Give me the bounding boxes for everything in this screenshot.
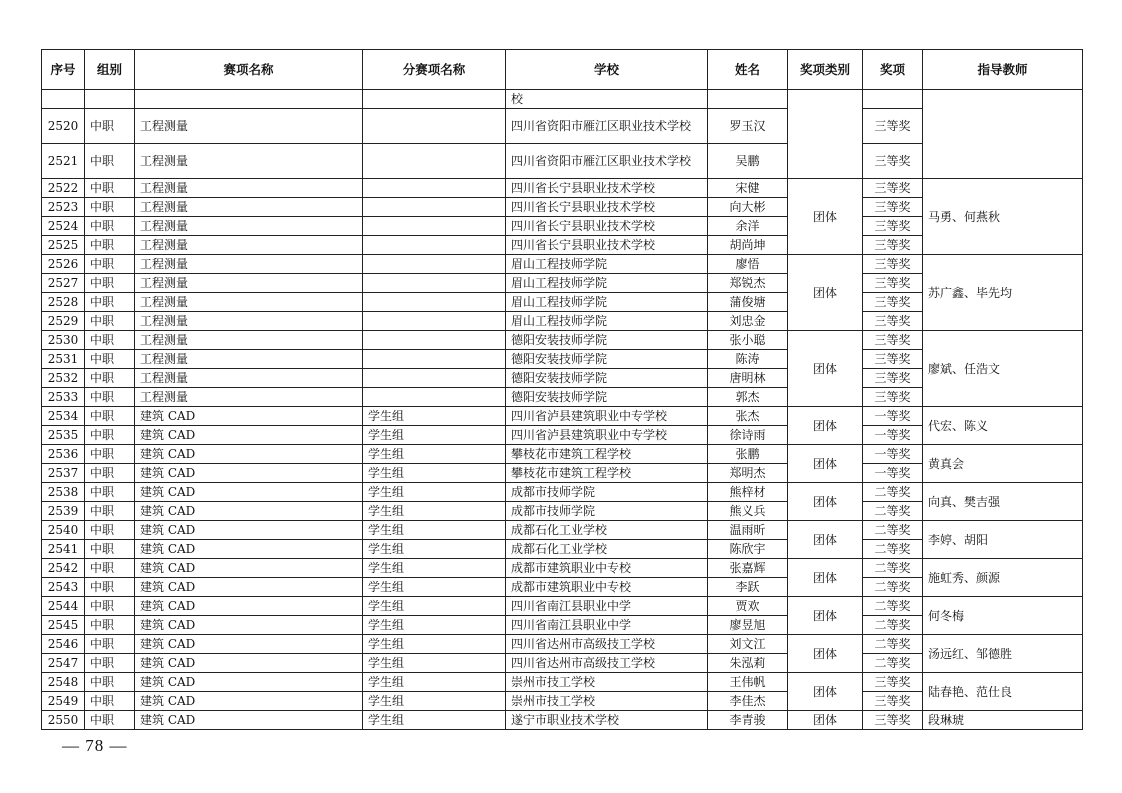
cell-instructor: 代宏、陈义 — [923, 407, 1083, 445]
cell-name: 徐诗雨 — [708, 426, 788, 445]
cell-event-name: 建筑 CAD — [135, 483, 363, 502]
cell-serial-no: 2520 — [42, 109, 85, 144]
cell-group: 中职 — [85, 179, 135, 198]
cell-event-name: 工程测量 — [135, 369, 363, 388]
cell-group: 中职 — [85, 198, 135, 217]
header-award-category: 奖项类别 — [788, 50, 863, 90]
cell-name: 熊梓材 — [708, 483, 788, 502]
cell-award-category — [788, 90, 863, 179]
cell-school: 崇州市技工学校 — [506, 673, 708, 692]
cell-event-name: 工程测量 — [135, 350, 363, 369]
cell-event-name: 工程测量 — [135, 179, 363, 198]
cell-award-category: 团体 — [788, 559, 863, 597]
cell-school: 四川省资阳市雁江区职业技术学校 — [506, 109, 708, 144]
cell-school: 崇州市技工学校 — [506, 692, 708, 711]
cell-name: 廖昱旭 — [708, 616, 788, 635]
cell-group: 中职 — [85, 293, 135, 312]
cell-event — [135, 90, 363, 109]
cell-sub-event-name: 学生组 — [363, 407, 506, 426]
cell-group: 中职 — [85, 578, 135, 597]
cell-award: 二等奖 — [863, 635, 923, 654]
cell-award: 二等奖 — [863, 616, 923, 635]
cell-award-category: 团体 — [788, 179, 863, 255]
header-school: 学校 — [506, 50, 708, 90]
cell-sub-event-name — [363, 217, 506, 236]
cell-award: 二等奖 — [863, 540, 923, 559]
cell-serial-no: 2548 — [42, 673, 85, 692]
cell-serial-no: 2532 — [42, 369, 85, 388]
cell-school: 德阳安装技师学院 — [506, 388, 708, 407]
cell-name: 熊义兵 — [708, 502, 788, 521]
cell-event-name: 建筑 CAD — [135, 692, 363, 711]
cell-instructor — [923, 90, 1083, 179]
cell-group: 中职 — [85, 540, 135, 559]
cell-award-category: 团体 — [788, 673, 863, 711]
cell-award: 二等奖 — [863, 597, 923, 616]
cell-serial-no: 2546 — [42, 635, 85, 654]
cell-sub-event-name — [363, 255, 506, 274]
cell-event-name: 工程测量 — [135, 388, 363, 407]
cell-instructor: 施虹秀、颜源 — [923, 559, 1083, 597]
cell-award: 二等奖 — [863, 521, 923, 540]
cell-school: 眉山工程技师学院 — [506, 293, 708, 312]
cell-sub-event-name: 学生组 — [363, 464, 506, 483]
cell-event-name: 工程测量 — [135, 274, 363, 293]
cell-serial-no: 2529 — [42, 312, 85, 331]
cell-sub-event-name — [363, 179, 506, 198]
cell-award: 三等奖 — [863, 673, 923, 692]
cell-sub-event-name — [363, 331, 506, 350]
cell-sub-event-name — [363, 350, 506, 369]
cell-instructor: 何冬梅 — [923, 597, 1083, 635]
cell-school: 四川省资阳市雁江区职业技术学校 — [506, 144, 708, 179]
cell-name: 廖悟 — [708, 255, 788, 274]
cell-award: 二等奖 — [863, 654, 923, 673]
cell-group: 中职 — [85, 616, 135, 635]
cell-serial-no: 2525 — [42, 236, 85, 255]
cell-instructor: 段琳琥 — [923, 711, 1083, 730]
cell-group: 中职 — [85, 559, 135, 578]
cell-sub-event-name: 学生组 — [363, 540, 506, 559]
cell-event-name: 建筑 CAD — [135, 521, 363, 540]
table-row — [42, 407, 1083, 426]
cell-group: 中职 — [85, 692, 135, 711]
cell-group: 中职 — [85, 521, 135, 540]
cell-serial-no: 2542 — [42, 559, 85, 578]
table-row — [42, 711, 1083, 730]
cell-school: 成都市技师学院 — [506, 502, 708, 521]
cell-event-name: 建筑 CAD — [135, 711, 363, 730]
cell-name: 郑明杰 — [708, 464, 788, 483]
cell-serial-no: 2540 — [42, 521, 85, 540]
cell-event-name: 工程测量 — [135, 255, 363, 274]
cell-group: 中职 — [85, 597, 135, 616]
cell-event-name: 建筑 CAD — [135, 616, 363, 635]
cell-award: 二等奖 — [863, 559, 923, 578]
cell-sub-event-name — [363, 274, 506, 293]
cell-sub-event-name — [363, 109, 506, 144]
cell-serial-no: 2524 — [42, 217, 85, 236]
cell-name: 李青骏 — [708, 711, 788, 730]
cell-serial-no: 2543 — [42, 578, 85, 597]
cell-school: 四川省南江县职业中学 — [506, 597, 708, 616]
cell-school: 四川省长宁县职业技术学校 — [506, 179, 708, 198]
cell-school: 攀枝花市建筑工程学校 — [506, 464, 708, 483]
cell-award-category: 团体 — [788, 445, 863, 483]
header-event-name: 赛项名称 — [135, 50, 363, 90]
cell-school: 遂宁市职业技术学校 — [506, 711, 708, 730]
cell-award: 三等奖 — [863, 293, 923, 312]
cell-sub-event-name — [363, 198, 506, 217]
cell-group: 中职 — [85, 109, 135, 144]
cell-school: 眉山工程技师学院 — [506, 255, 708, 274]
cell-name: 张鹏 — [708, 445, 788, 464]
cell-name: 温雨昕 — [708, 521, 788, 540]
cell-event-name: 建筑 CAD — [135, 426, 363, 445]
cell-award: 三等奖 — [863, 144, 923, 179]
cell-name: 罗玉汉 — [708, 109, 788, 144]
cell-group: 中职 — [85, 502, 135, 521]
cell-sub-event-name: 学生组 — [363, 578, 506, 597]
cell-event-name: 建筑 CAD — [135, 654, 363, 673]
table-row — [42, 635, 1083, 654]
cell-award-category: 团体 — [788, 483, 863, 521]
cell-award: 三等奖 — [863, 109, 923, 144]
cell-event-name: 工程测量 — [135, 144, 363, 179]
cell-award: 三等奖 — [863, 179, 923, 198]
cell-name: 吴鹏 — [708, 144, 788, 179]
cell-instructor: 向真、樊吉强 — [923, 483, 1083, 521]
cell-instructor: 黄真会 — [923, 445, 1083, 483]
cell-school: 四川省达州市高级技工学校 — [506, 635, 708, 654]
cell-school: 成都市建筑职业中专校 — [506, 559, 708, 578]
cell-award: 三等奖 — [863, 331, 923, 350]
table-row — [42, 483, 1083, 502]
table-body — [42, 90, 1083, 730]
cell-serial-no: 2533 — [42, 388, 85, 407]
cell-school: 四川省长宁县职业技术学校 — [506, 217, 708, 236]
cell-name: 刘忠金 — [708, 312, 788, 331]
cell-group: 中职 — [85, 217, 135, 236]
cell-award: 一等奖 — [863, 445, 923, 464]
cell-award: 三等奖 — [863, 692, 923, 711]
cell-award-category: 团体 — [788, 635, 863, 673]
cell-group: 中职 — [85, 144, 135, 179]
cell-school: 四川省长宁县职业技术学校 — [506, 236, 708, 255]
cell-award — [863, 90, 923, 109]
cell-serial-no: 2537 — [42, 464, 85, 483]
cell-name: 朱泓莉 — [708, 654, 788, 673]
cell-group: 中职 — [85, 236, 135, 255]
header-group: 组别 — [85, 50, 135, 90]
header-serial-no: 序号 — [42, 50, 85, 90]
cell-award-category: 团体 — [788, 597, 863, 635]
cell-sub-event-name: 学生组 — [363, 711, 506, 730]
cell-sub-event — [363, 90, 506, 109]
cell-sub-event-name — [363, 293, 506, 312]
header-instructor: 指导教师 — [923, 50, 1083, 90]
cell-school: 德阳安装技师学院 — [506, 369, 708, 388]
cell-award: 三等奖 — [863, 255, 923, 274]
cell-award: 一等奖 — [863, 407, 923, 426]
cell-school: 四川省南江县职业中学 — [506, 616, 708, 635]
cell-instructor: 苏广鑫、毕先均 — [923, 255, 1083, 331]
cell-name: 李跃 — [708, 578, 788, 597]
cell-serial-no: 2528 — [42, 293, 85, 312]
cell-sub-event-name: 学生组 — [363, 445, 506, 464]
cell-group: 中职 — [85, 312, 135, 331]
cell-sub-event-name: 学生组 — [363, 692, 506, 711]
cell-sub-event-name: 学生组 — [363, 616, 506, 635]
cell-group: 中职 — [85, 464, 135, 483]
cell-event-name: 建筑 CAD — [135, 559, 363, 578]
cell-group: 中职 — [85, 635, 135, 654]
cell-serial-no: 2534 — [42, 407, 85, 426]
cell-instructor: 廖斌、任浩文 — [923, 331, 1083, 407]
cell-group: 中职 — [85, 274, 135, 293]
table-row — [42, 331, 1083, 350]
cell-name: 贾欢 — [708, 597, 788, 616]
cell-award-category: 团体 — [788, 711, 863, 730]
cell-sub-event-name — [363, 312, 506, 331]
table-row — [42, 445, 1083, 464]
cell-sub-event-name: 学生组 — [363, 521, 506, 540]
cell-award-category: 团体 — [788, 521, 863, 559]
cell-award: 三等奖 — [863, 217, 923, 236]
cell-event-name: 工程测量 — [135, 331, 363, 350]
cell-school: 校 — [506, 90, 708, 109]
award-results-table — [41, 49, 1083, 730]
cell-group: 中职 — [85, 445, 135, 464]
cell-instructor: 汤远红、邹德胜 — [923, 635, 1083, 673]
cell-serial-no: 2530 — [42, 331, 85, 350]
cell-group: 中职 — [85, 673, 135, 692]
cell-award: 三等奖 — [863, 350, 923, 369]
cell-event-name: 工程测量 — [135, 217, 363, 236]
cell-school: 攀枝花市建筑工程学校 — [506, 445, 708, 464]
cell-name: 唐明林 — [708, 369, 788, 388]
cell-award: 二等奖 — [863, 502, 923, 521]
cell-serial-no: 2531 — [42, 350, 85, 369]
cell-group: 中职 — [85, 388, 135, 407]
page-number: — 78 — — [62, 736, 128, 755]
table-row — [42, 597, 1083, 616]
header-row — [42, 50, 1083, 90]
cell-award: 三等奖 — [863, 369, 923, 388]
cell-name: 蒲俊塘 — [708, 293, 788, 312]
cell-award: 三等奖 — [863, 198, 923, 217]
cell-event-name: 建筑 CAD — [135, 407, 363, 426]
header-name: 姓名 — [708, 50, 788, 90]
cell-serial-no: 2522 — [42, 179, 85, 198]
cell-sub-event-name — [363, 236, 506, 255]
cell-group: 中职 — [85, 331, 135, 350]
table-row — [42, 559, 1083, 578]
cell-group — [85, 90, 135, 109]
cell-event-name: 工程测量 — [135, 109, 363, 144]
cell-serial-no: 2538 — [42, 483, 85, 502]
cell-group: 中职 — [85, 369, 135, 388]
cell-name: 王伟帆 — [708, 673, 788, 692]
cell-serial-no: 2523 — [42, 198, 85, 217]
cell-serial-no: 2527 — [42, 274, 85, 293]
table-row — [42, 673, 1083, 692]
table-row-continuation — [42, 90, 1083, 109]
cell-name: 李佳杰 — [708, 692, 788, 711]
cell-event-name: 建筑 CAD — [135, 464, 363, 483]
cell-event-name: 建筑 CAD — [135, 597, 363, 616]
cell-school: 眉山工程技师学院 — [506, 274, 708, 293]
cell-award-category: 团体 — [788, 331, 863, 407]
cell-award-category: 团体 — [788, 255, 863, 331]
cell-serial-no: 2544 — [42, 597, 85, 616]
cell-name: 郭杰 — [708, 388, 788, 407]
cell-sub-event-name: 学生组 — [363, 597, 506, 616]
cell-name: 刘文江 — [708, 635, 788, 654]
cell-serial-no — [42, 90, 85, 109]
cell-sub-event-name: 学生组 — [363, 559, 506, 578]
cell-serial-no: 2536 — [42, 445, 85, 464]
cell-school: 德阳安装技师学院 — [506, 331, 708, 350]
cell-event-name: 工程测量 — [135, 312, 363, 331]
cell-school: 四川省泸县建筑职业中专学校 — [506, 426, 708, 445]
cell-serial-no: 2541 — [42, 540, 85, 559]
cell-sub-event-name — [363, 369, 506, 388]
cell-event-name: 建筑 CAD — [135, 502, 363, 521]
cell-school: 成都市建筑职业中专校 — [506, 578, 708, 597]
cell-sub-event-name — [363, 144, 506, 179]
cell-event-name: 建筑 CAD — [135, 445, 363, 464]
cell-name: 陈涛 — [708, 350, 788, 369]
cell-event-name: 建筑 CAD — [135, 673, 363, 692]
cell-school: 德阳安装技师学院 — [506, 350, 708, 369]
cell-serial-no: 2539 — [42, 502, 85, 521]
cell-name: 余洋 — [708, 217, 788, 236]
cell-group: 中职 — [85, 654, 135, 673]
cell-event-name: 工程测量 — [135, 236, 363, 255]
cell-award: 三等奖 — [863, 236, 923, 255]
cell-school: 成都石化工业学校 — [506, 521, 708, 540]
table-row — [42, 521, 1083, 540]
cell-award: 二等奖 — [863, 578, 923, 597]
cell-award: 二等奖 — [863, 483, 923, 502]
cell-name — [708, 90, 788, 109]
cell-name: 郑锐杰 — [708, 274, 788, 293]
cell-event-name: 建筑 CAD — [135, 578, 363, 597]
cell-event-name: 工程测量 — [135, 198, 363, 217]
cell-group: 中职 — [85, 255, 135, 274]
cell-name: 胡尚坤 — [708, 236, 788, 255]
cell-sub-event-name: 学生组 — [363, 635, 506, 654]
cell-school: 成都石化工业学校 — [506, 540, 708, 559]
cell-award-category: 团体 — [788, 407, 863, 445]
cell-group: 中职 — [85, 711, 135, 730]
cell-instructor: 陆春艳、范仕良 — [923, 673, 1083, 711]
cell-school: 四川省长宁县职业技术学校 — [506, 198, 708, 217]
cell-sub-event-name: 学生组 — [363, 483, 506, 502]
cell-name: 宋健 — [708, 179, 788, 198]
cell-award: 三等奖 — [863, 711, 923, 730]
cell-serial-no: 2521 — [42, 144, 85, 179]
cell-serial-no: 2526 — [42, 255, 85, 274]
cell-group: 中职 — [85, 350, 135, 369]
cell-serial-no: 2550 — [42, 711, 85, 730]
cell-sub-event-name: 学生组 — [363, 654, 506, 673]
cell-award: 一等奖 — [863, 426, 923, 445]
cell-award: 一等奖 — [863, 464, 923, 483]
cell-sub-event-name: 学生组 — [363, 673, 506, 692]
cell-serial-no: 2545 — [42, 616, 85, 635]
cell-serial-no: 2547 — [42, 654, 85, 673]
cell-event-name: 建筑 CAD — [135, 540, 363, 559]
cell-school: 四川省达州市高级技工学校 — [506, 654, 708, 673]
cell-award: 三等奖 — [863, 388, 923, 407]
cell-instructor: 马勇、何燕秋 — [923, 179, 1083, 255]
cell-group: 中职 — [85, 407, 135, 426]
cell-event-name: 建筑 CAD — [135, 635, 363, 654]
cell-name: 陈欣宇 — [708, 540, 788, 559]
header-award: 奖项 — [863, 50, 923, 90]
table-row — [42, 255, 1083, 274]
cell-group: 中职 — [85, 426, 135, 445]
cell-name: 张嘉辉 — [708, 559, 788, 578]
cell-school: 成都市技师学院 — [506, 483, 708, 502]
cell-school: 四川省泸县建筑职业中专学校 — [506, 407, 708, 426]
cell-award: 三等奖 — [863, 312, 923, 331]
cell-award: 三等奖 — [863, 274, 923, 293]
cell-serial-no: 2535 — [42, 426, 85, 445]
table-row — [42, 179, 1083, 198]
cell-event-name: 工程测量 — [135, 293, 363, 312]
cell-sub-event-name: 学生组 — [363, 502, 506, 521]
cell-school: 眉山工程技师学院 — [506, 312, 708, 331]
cell-serial-no: 2549 — [42, 692, 85, 711]
cell-sub-event-name: 学生组 — [363, 426, 506, 445]
cell-sub-event-name — [363, 388, 506, 407]
cell-name: 张小聪 — [708, 331, 788, 350]
cell-name: 张杰 — [708, 407, 788, 426]
cell-instructor: 李婷、胡阳 — [923, 521, 1083, 559]
header-sub-event-name: 分赛项名称 — [363, 50, 506, 90]
cell-name: 向大彬 — [708, 198, 788, 217]
cell-group: 中职 — [85, 483, 135, 502]
